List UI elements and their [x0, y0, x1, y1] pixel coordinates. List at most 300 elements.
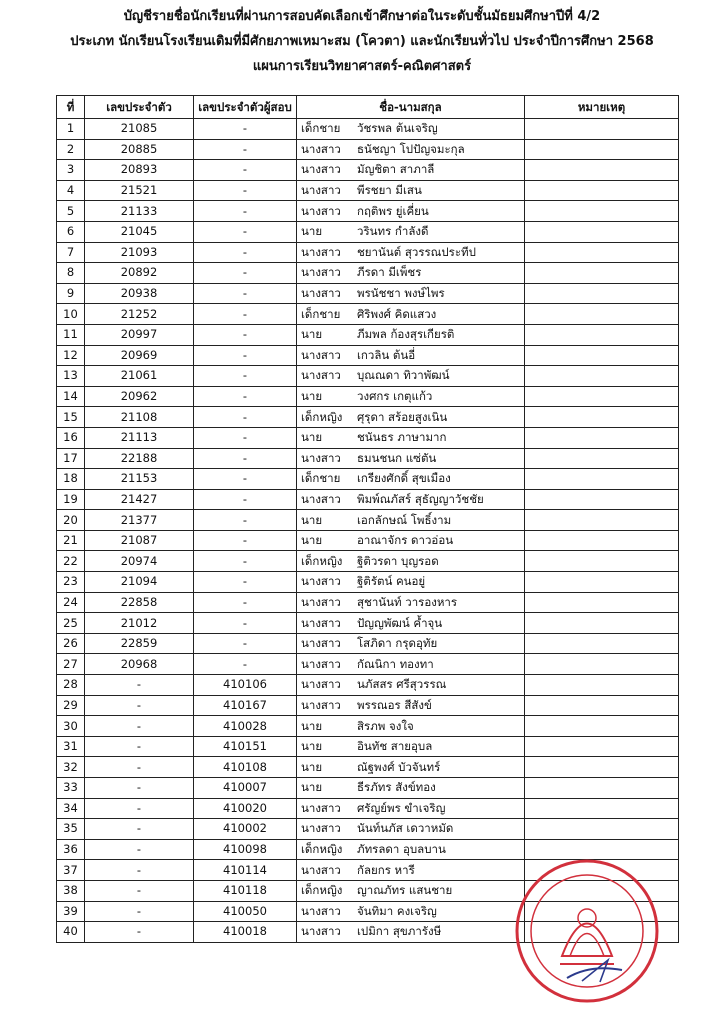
- row-number: 14: [57, 386, 85, 407]
- exam-id: -: [194, 304, 297, 325]
- full-name: ธมนชนก แซ่ตัน: [357, 450, 437, 465]
- exam-id: 410002: [194, 819, 297, 840]
- note: [525, 551, 679, 572]
- row-number: 1: [57, 119, 85, 140]
- doc-title-line3: แผนการเรียนวิทยาศาสตร์-คณิตศาสตร์: [252, 59, 472, 74]
- col-header-no: ที่: [57, 96, 85, 119]
- exam-id: -: [194, 366, 297, 387]
- name-prefix: นาย: [301, 512, 323, 527]
- student-id: 20969: [85, 345, 194, 366]
- name-prefix: นาย: [301, 780, 323, 795]
- col-header-name: ชื่อ-นามสกุล: [297, 96, 525, 119]
- name-prefix: นางสาว: [301, 574, 341, 589]
- student-id: 21133: [85, 201, 194, 222]
- exam-id: -: [194, 180, 297, 201]
- note: [525, 119, 679, 140]
- note: [525, 407, 679, 428]
- row-number: 2: [57, 139, 85, 160]
- table-row: [57, 304, 679, 325]
- student-name: [297, 901, 525, 922]
- exam-id: 410151: [194, 736, 297, 757]
- row-number: 4: [57, 180, 85, 201]
- table-row: [57, 819, 679, 840]
- name-prefix: นางสาว: [301, 141, 341, 156]
- name-prefix: นางสาว: [301, 697, 341, 712]
- note: [525, 572, 679, 593]
- student-id: -: [85, 901, 194, 922]
- student-name: [297, 366, 525, 387]
- note: [525, 778, 679, 799]
- note: [525, 695, 679, 716]
- exam-id: 410007: [194, 778, 297, 799]
- student-name: [297, 530, 525, 551]
- full-name: นภัสสร ศรีสุวรรณ: [357, 677, 447, 692]
- table-row: [57, 448, 679, 469]
- name-prefix: นางสาว: [301, 862, 341, 877]
- full-name: อินทัช สายอุบล: [357, 739, 433, 754]
- full-name: เกวลิน ต้นอี่: [357, 347, 416, 362]
- exam-id: -: [194, 551, 297, 572]
- table-row: [57, 180, 679, 201]
- table-row: [57, 407, 679, 428]
- exam-id: -: [194, 572, 297, 593]
- row-number: 13: [57, 366, 85, 387]
- full-name: ณัฐพงศ์ บัวจันทร์: [357, 759, 441, 774]
- row-number: 23: [57, 572, 85, 593]
- student-id: -: [85, 798, 194, 819]
- table-row: [57, 469, 679, 490]
- student-name: [297, 736, 525, 757]
- note: [525, 201, 679, 222]
- exam-id: -: [194, 654, 297, 675]
- student-id: 21108: [85, 407, 194, 428]
- student-id: -: [85, 922, 194, 943]
- school-seal-icon: [512, 856, 662, 1006]
- full-name: พิมพ์ณภัสร์ สุธัญญาวัชชัย: [357, 491, 484, 506]
- full-name: อาณาจักร ดาวอ่อน: [357, 533, 454, 548]
- table-row: [57, 592, 679, 613]
- student-id: 21012: [85, 613, 194, 634]
- table-row: [57, 778, 679, 799]
- name-prefix: นางสาว: [301, 615, 341, 630]
- name-prefix: เด็กชาย: [301, 471, 341, 486]
- full-name: วงศกร เกตุแก้ว: [357, 389, 433, 404]
- table-row: [57, 221, 679, 242]
- row-number: 30: [57, 716, 85, 737]
- col-header-note: หมายเหตุ: [525, 96, 679, 119]
- note: [525, 448, 679, 469]
- full-name: จันทิมา คงเจริญ: [357, 903, 437, 918]
- note: [525, 304, 679, 325]
- table-row: [57, 283, 679, 304]
- full-name: สิรภพ จงใจ: [357, 718, 414, 733]
- student-name: [297, 283, 525, 304]
- exam-id: -: [194, 448, 297, 469]
- row-number: 12: [57, 345, 85, 366]
- full-name: วัชรพล ต้นเจริญ: [357, 121, 438, 136]
- row-number: 37: [57, 860, 85, 881]
- student-name: [297, 407, 525, 428]
- table-row: [57, 427, 679, 448]
- name-prefix: นางสาว: [301, 491, 341, 506]
- name-prefix: นาย: [301, 718, 323, 733]
- note: [525, 489, 679, 510]
- doc-title-line2: ประเภท นักเรียนโรงเรียนเดิมที่มีศักยภาพเหมาะสม (โควตา) และนักเรียนทั่วไป ประจำปีการศึกษา 2568: [70, 34, 654, 49]
- exam-id: -: [194, 345, 297, 366]
- name-prefix: นางสาว: [301, 656, 341, 671]
- row-number: 6: [57, 221, 85, 242]
- student-id: 21153: [85, 469, 194, 490]
- student-id: 20938: [85, 283, 194, 304]
- name-prefix: นางสาว: [301, 203, 341, 218]
- note: [525, 283, 679, 304]
- name-prefix: นางสาว: [301, 594, 341, 609]
- student-id: 21113: [85, 427, 194, 448]
- row-number: 21: [57, 530, 85, 551]
- student-id: -: [85, 675, 194, 696]
- student-name: [297, 819, 525, 840]
- exam-id: -: [194, 530, 297, 551]
- name-prefix: นาย: [301, 430, 323, 445]
- student-id: -: [85, 695, 194, 716]
- name-prefix: นาย: [301, 759, 323, 774]
- full-name: ฐิติรัตน์ คนอยู่: [357, 574, 426, 589]
- exam-id: 410167: [194, 695, 297, 716]
- student-id: 20893: [85, 160, 194, 181]
- table-row: [57, 160, 679, 181]
- note: [525, 180, 679, 201]
- student-id: -: [85, 839, 194, 860]
- exam-id: -: [194, 386, 297, 407]
- note: [525, 675, 679, 696]
- student-id: 22188: [85, 448, 194, 469]
- student-name: [297, 139, 525, 160]
- full-name: วรินทร กำลังดี: [357, 224, 429, 239]
- exam-id: -: [194, 160, 297, 181]
- row-number: 36: [57, 839, 85, 860]
- note: [525, 242, 679, 263]
- exam-id: -: [194, 427, 297, 448]
- exam-id: -: [194, 242, 297, 263]
- row-number: 38: [57, 880, 85, 901]
- exam-id: 410114: [194, 860, 297, 881]
- name-prefix: นาย: [301, 533, 323, 548]
- student-name: [297, 613, 525, 634]
- table-row: [57, 489, 679, 510]
- full-name: มัญชิตา สาภาลี: [357, 162, 435, 177]
- name-prefix: นาย: [301, 389, 323, 404]
- exam-id: 410108: [194, 757, 297, 778]
- student-id: -: [85, 880, 194, 901]
- student-name: [297, 201, 525, 222]
- row-number: 22: [57, 551, 85, 572]
- student-id: -: [85, 860, 194, 881]
- exam-id: -: [194, 469, 297, 490]
- note: [525, 654, 679, 675]
- student-id: 20974: [85, 551, 194, 572]
- row-number: 3: [57, 160, 85, 181]
- student-id: 20892: [85, 263, 194, 284]
- student-id: 20997: [85, 324, 194, 345]
- note: [525, 736, 679, 757]
- note: [525, 757, 679, 778]
- student-name: [297, 839, 525, 860]
- full-name: กฤติพร ยู่เคี่ยน: [357, 203, 429, 218]
- exam-id: -: [194, 221, 297, 242]
- table-row: [57, 386, 679, 407]
- row-number: 28: [57, 675, 85, 696]
- student-name: [297, 263, 525, 284]
- student-id: 21377: [85, 510, 194, 531]
- student-name: [297, 757, 525, 778]
- table-row: [57, 263, 679, 284]
- student-id: 22858: [85, 592, 194, 613]
- note: [525, 798, 679, 819]
- exam-id: -: [194, 407, 297, 428]
- row-number: 35: [57, 819, 85, 840]
- table-row: [57, 345, 679, 366]
- exam-id: -: [194, 613, 297, 634]
- exam-id: -: [194, 119, 297, 140]
- full-name: กัณนิกา ทองทา: [357, 656, 434, 671]
- note: [525, 345, 679, 366]
- full-name: พรนัชชา พงษ์ไพร: [357, 286, 445, 301]
- student-name: [297, 716, 525, 737]
- student-name: [297, 551, 525, 572]
- row-number: 34: [57, 798, 85, 819]
- exam-id: -: [194, 510, 297, 531]
- student-name: [297, 386, 525, 407]
- full-name: กัลยกร หารี: [357, 862, 415, 877]
- student-name: [297, 304, 525, 325]
- name-prefix: นางสาว: [301, 183, 341, 198]
- row-number: 5: [57, 201, 85, 222]
- student-id: 21252: [85, 304, 194, 325]
- name-prefix: นางสาว: [301, 265, 341, 280]
- full-name: ธนัชญา โปปัญจมะกุล: [357, 141, 465, 156]
- student-id: 20962: [85, 386, 194, 407]
- student-name: [297, 572, 525, 593]
- name-prefix: นางสาว: [301, 636, 341, 651]
- exam-id: -: [194, 324, 297, 345]
- full-name: ชนันธร ภาษามาก: [357, 430, 447, 445]
- full-name: นันท์นภัส เดวาหมัด: [357, 821, 454, 836]
- row-number: 17: [57, 448, 85, 469]
- student-name: [297, 119, 525, 140]
- full-name: โสภิดา กรุดอุทัย: [357, 636, 438, 651]
- table-row: [57, 366, 679, 387]
- student-id: 21045: [85, 221, 194, 242]
- name-prefix: นางสาว: [301, 347, 341, 362]
- student-name: [297, 675, 525, 696]
- table-row: [57, 572, 679, 593]
- note: [525, 386, 679, 407]
- full-name: เปมิกา สุขภารังษี: [357, 924, 442, 939]
- table-row: [57, 530, 679, 551]
- table-row: [57, 551, 679, 572]
- row-number: 9: [57, 283, 85, 304]
- name-prefix: เด็กหญิง: [301, 842, 343, 857]
- note: [525, 592, 679, 613]
- exam-id: 410018: [194, 922, 297, 943]
- student-name: [297, 345, 525, 366]
- full-name: ฐิติวรดา บุญรอด: [357, 553, 439, 568]
- row-number: 26: [57, 633, 85, 654]
- row-number: 32: [57, 757, 85, 778]
- table-header-row: [57, 96, 679, 119]
- full-name: ญาณภัทร แสนชาย: [357, 883, 453, 898]
- exam-id: 410020: [194, 798, 297, 819]
- note: [525, 139, 679, 160]
- table-row: [57, 613, 679, 634]
- student-name: [297, 633, 525, 654]
- name-prefix: นางสาว: [301, 821, 341, 836]
- exam-id: -: [194, 489, 297, 510]
- table-row: [57, 139, 679, 160]
- name-prefix: นางสาว: [301, 924, 341, 939]
- student-name: [297, 160, 525, 181]
- col-header-exam-id: เลขประจำตัวผู้สอบ: [194, 96, 297, 119]
- note: [525, 160, 679, 181]
- exam-id: -: [194, 263, 297, 284]
- student-name: [297, 778, 525, 799]
- table-row: [57, 798, 679, 819]
- name-prefix: นางสาว: [301, 286, 341, 301]
- row-number: 27: [57, 654, 85, 675]
- full-name: เอกลักษณ์ โพธิ์งาม: [357, 512, 452, 527]
- name-prefix: เด็กหญิง: [301, 409, 343, 424]
- name-prefix: เด็กชาย: [301, 306, 341, 321]
- table-row: [57, 201, 679, 222]
- row-number: 29: [57, 695, 85, 716]
- student-name: [297, 427, 525, 448]
- full-name: เกรียงศักดิ์ สุขเมือง: [357, 471, 451, 486]
- student-id: 21427: [85, 489, 194, 510]
- exam-id: 410050: [194, 901, 297, 922]
- note: [525, 633, 679, 654]
- table-row: [57, 716, 679, 737]
- exam-id: 410118: [194, 880, 297, 901]
- name-prefix: นางสาว: [301, 368, 341, 383]
- note: [525, 613, 679, 634]
- table-row: [57, 242, 679, 263]
- student-name: [297, 448, 525, 469]
- note: [525, 366, 679, 387]
- student-id: 21085: [85, 119, 194, 140]
- name-prefix: นางสาว: [301, 677, 341, 692]
- student-name: [297, 324, 525, 345]
- student-id: 20885: [85, 139, 194, 160]
- name-prefix: เด็กชาย: [301, 121, 341, 136]
- note: [525, 716, 679, 737]
- student-name: [297, 242, 525, 263]
- student-name: [297, 221, 525, 242]
- row-number: 31: [57, 736, 85, 757]
- exam-id: 410098: [194, 839, 297, 860]
- name-prefix: นาย: [301, 739, 323, 754]
- student-name: [297, 469, 525, 490]
- row-number: 20: [57, 510, 85, 531]
- student-id: 21094: [85, 572, 194, 593]
- student-id: 21061: [85, 366, 194, 387]
- full-name: ศิริพงศ์ คิดแสวง: [357, 306, 437, 321]
- row-number: 39: [57, 901, 85, 922]
- table-row: [57, 324, 679, 345]
- name-prefix: เด็กหญิง: [301, 883, 343, 898]
- full-name: ภีรดา มีเพ็ชร: [357, 265, 422, 280]
- student-name: [297, 880, 525, 901]
- full-name: ภีมพล ก้องสุรเกียรติ: [357, 327, 455, 342]
- table-row: [57, 736, 679, 757]
- student-id: 21521: [85, 180, 194, 201]
- note: [525, 819, 679, 840]
- table-row: [57, 119, 679, 140]
- name-prefix: เด็กหญิง: [301, 553, 343, 568]
- student-id: 21093: [85, 242, 194, 263]
- student-id: -: [85, 757, 194, 778]
- name-prefix: นางสาว: [301, 903, 341, 918]
- name-prefix: นางสาว: [301, 244, 341, 259]
- exam-id: 410028: [194, 716, 297, 737]
- row-number: 16: [57, 427, 85, 448]
- row-number: 40: [57, 922, 85, 943]
- table-row: [57, 757, 679, 778]
- row-number: 25: [57, 613, 85, 634]
- full-name: ศุรุดา สร้อยสูงเนิน: [357, 409, 448, 424]
- note: [525, 263, 679, 284]
- name-prefix: นาย: [301, 224, 323, 239]
- col-header-student-id: เลขประจำตัว: [85, 96, 194, 119]
- student-name: [297, 654, 525, 675]
- exam-id: -: [194, 633, 297, 654]
- name-prefix: นางสาว: [301, 162, 341, 177]
- row-number: 33: [57, 778, 85, 799]
- student-name: [297, 798, 525, 819]
- student-id: 22859: [85, 633, 194, 654]
- student-name: [297, 695, 525, 716]
- exam-id: -: [194, 592, 297, 613]
- row-number: 18: [57, 469, 85, 490]
- student-id: -: [85, 778, 194, 799]
- name-prefix: นาย: [301, 327, 323, 342]
- student-id: -: [85, 736, 194, 757]
- note: [525, 221, 679, 242]
- note: [525, 530, 679, 551]
- note: [525, 324, 679, 345]
- row-number: 8: [57, 263, 85, 284]
- row-number: 7: [57, 242, 85, 263]
- student-name: [297, 180, 525, 201]
- student-name: [297, 510, 525, 531]
- table-row: [57, 654, 679, 675]
- full-name: พีรชยา มีเสน: [357, 183, 422, 198]
- full-name: พรรณอร สีสังข์: [357, 697, 432, 712]
- full-name: ศรัญย์พร ขำเจริญ: [357, 800, 446, 815]
- name-prefix: นางสาว: [301, 450, 341, 465]
- student-id: 21087: [85, 530, 194, 551]
- row-number: 15: [57, 407, 85, 428]
- table-row: [57, 675, 679, 696]
- student-id: -: [85, 716, 194, 737]
- name-prefix: นางสาว: [301, 800, 341, 815]
- row-number: 19: [57, 489, 85, 510]
- row-number: 10: [57, 304, 85, 325]
- note: [525, 469, 679, 490]
- full-name: ธีรภัทร สังข์ทอง: [357, 780, 436, 795]
- full-name: สุชานันท์ วารองหาร: [357, 594, 458, 609]
- student-name: [297, 489, 525, 510]
- full-name: ปัญญพัฒน์ ค้ำจุน: [357, 615, 443, 630]
